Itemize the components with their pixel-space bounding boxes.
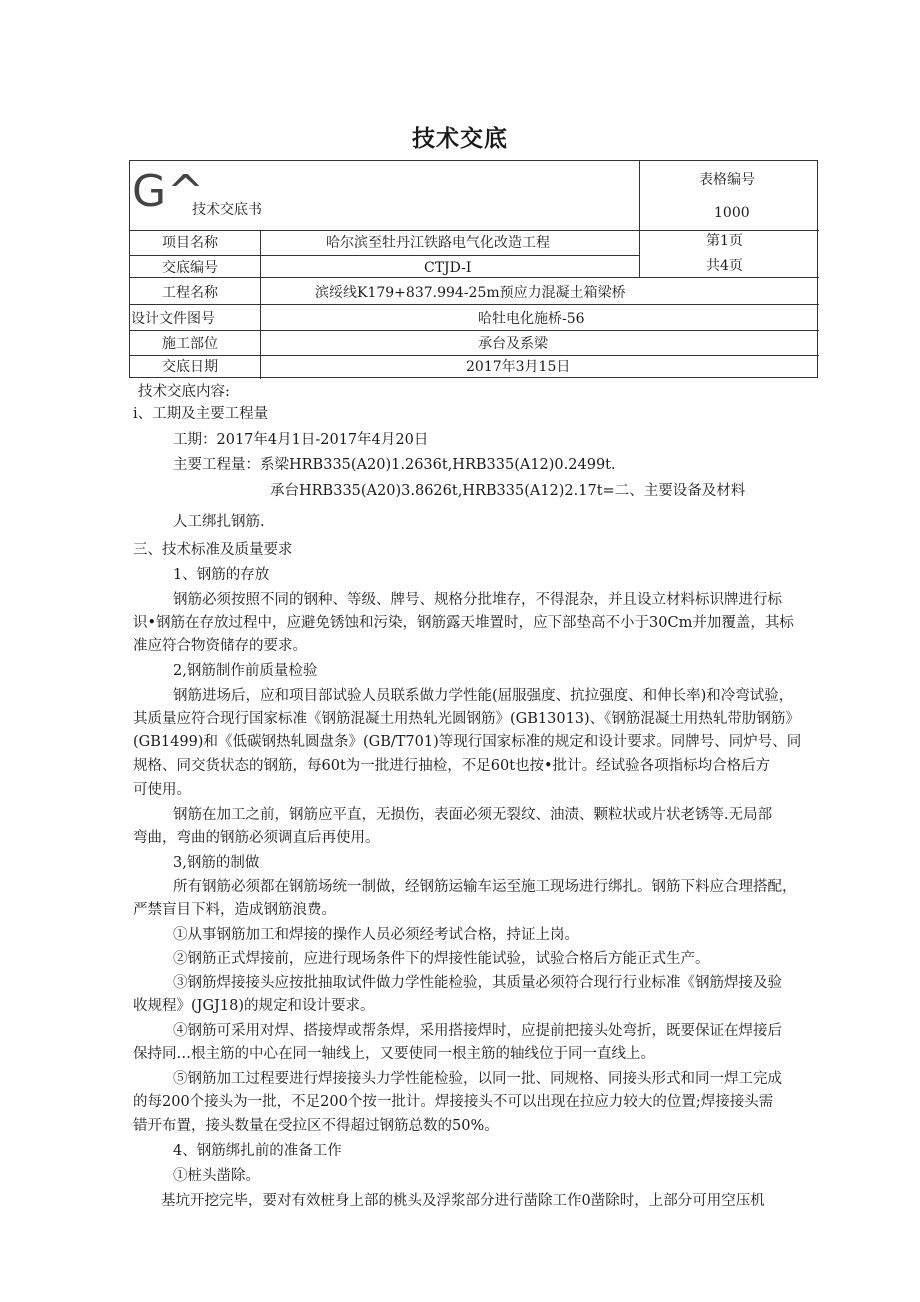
paragraph-line: 钢筋进场后，应和项目部试验人员联系做力学性能(屈服强度、抗拉强度、和伸长率)和冷弯试验， [173, 688, 794, 704]
value-disclosure-date: 2017年3月15日 [466, 359, 571, 375]
paragraph-line: 错开布置，接头数量在受拉区不得超过钢筋总数的50%。 [133, 1118, 499, 1134]
paragraph-line: ③钢筋焊接接头应按批抽取试件做力学性能检验，其质量必须符合现行行业标准《钢筋焊接及验 [173, 975, 782, 991]
label-design-drawing: 设计文件图号 [131, 311, 215, 327]
paragraph-line: ⑤钢筋加工过程要进行焊接接头力学性能检验，以同一批、同规格、同接头形式和同一焊工完成 [173, 1071, 782, 1087]
book-label: 技术交底书 [192, 202, 262, 218]
paragraph-line: 钢筋在加工之前，钢筋应平直，无损伤，表面必须无裂纹、油渍、颗粒状或片状老锈等.无局部 [173, 807, 773, 823]
label-work-name: 工程名称 [162, 285, 218, 301]
label-construction-site: 施工部位 [162, 336, 218, 352]
content-heading: 技术交底内容: [138, 384, 230, 400]
paragraph-line: 保持同…根主筋的中心在同一轴线上，又要使同一根主筋的轴线位于同一直线上。 [133, 1046, 655, 1062]
paragraph-line: 识•钢筋在存放过程中，应避免锈蚀和污染，钢筋露天堆置时，应下部垫高不小于30Cm并加覆盖，其标 [133, 615, 794, 631]
value-construction-site: 承台及系梁 [478, 336, 548, 352]
paragraph-line: 严禁盲目下料，造成钢筋浪费。 [133, 902, 336, 918]
label-disclosure-date: 交底日期 [162, 359, 218, 375]
value-work-name: 滨绥线K179+837.994-25m预应力混凝土箱梁桥 [315, 285, 626, 301]
paragraph-line: ①桩头凿除。 [173, 1168, 260, 1184]
page-title: 技术交底 [412, 126, 508, 152]
paragraph-line: (GB1499)和《低碳钢热轧圆盘条》(GB/T701)等现行国家标准的规定和设计要求。同牌号、同炉号、同 [133, 734, 802, 750]
form-no-label: 表格编号 [699, 172, 755, 188]
paragraph-line: 承台HRB335(A20)3.8626t,HRB335(A12)2.17t=二、主要设备及材料 [270, 483, 746, 499]
paragraph-line: 收规程》(JGJ18)的规定和设计要求。 [133, 998, 375, 1014]
page-total: 共4页 [706, 258, 743, 274]
value-project-name: 哈尔滨至牡丹江铁路电气化改造工程 [326, 235, 550, 251]
paragraph-line: 的每200个接头为一批，不足200个按一批计。焊接接头不可以出现在拉应力较大的位置;焊接接头需 [133, 1094, 774, 1110]
value-disclosure-no: CTJD-I [424, 260, 472, 276]
paragraph-line: 弯曲，弯曲的钢筋必须调直后再使用。 [133, 830, 380, 846]
header-table [129, 160, 818, 378]
paragraph-line: 工期：2017年4月1日-2017年4月20日 [173, 432, 429, 448]
paragraph-line: 所有钢筋必须都在钢筋场统一制做，经钢筋运输车运至施工现场进行绑扎。钢筋下料应合理搭配， [173, 879, 797, 895]
paragraph-line: 人工绑扎钢筋. [173, 514, 265, 530]
paragraph-line: 可使用。 [133, 782, 191, 798]
paragraph-line: ①从事钢筋加工和焊接的操作人员必须经考试合格，持证上岗。 [173, 927, 579, 943]
paragraph-line: 钢筋必须按照不同的钢种、等级、牌号、规格分批堆存，不得混杂，并且设立材料标识牌进行标 [173, 592, 782, 608]
paragraph-line: 基坑开挖完毕，要对有效桩身上部的桃头及浮浆部分进行凿除工作0凿除时，上部分可用空压机 [161, 1193, 765, 1209]
label-disclosure-no: 交底编号 [162, 260, 218, 276]
form-no-value: 1000 [714, 205, 750, 221]
paragraph-line: 准应符合物资储存的要求。 [133, 638, 307, 654]
subsection-heading: 4、钢筋绑扎前的准备工作 [173, 1143, 342, 1159]
subsection-heading: 2,钢筋制作前质量检验 [173, 663, 318, 679]
subsection-heading: 3,钢筋的制做 [173, 855, 260, 871]
subsection-heading: 1、钢筋的存放 [173, 567, 270, 583]
paragraph-line: 其质量应符合现行国家标准《钢筋混凝土用热轧光圆钢筋》(GB13013)、《钢筋混凝土用热轧带肋钢筋》 [133, 711, 800, 727]
value-design-drawing: 哈牡电化施桥-56 [478, 311, 585, 327]
label-project-name: 项目名称 [162, 235, 218, 251]
section-heading: i、工期及主要工程量 [133, 406, 269, 422]
section-heading: 三、技术标准及质量要求 [133, 542, 293, 558]
paragraph-line: ④钢筋可采用对焊、搭接焊或帮条焊，采用搭接焊时，应提前把接头处弯折，既要保证在焊接后 [173, 1023, 782, 1039]
logo-text: G^ [132, 166, 205, 217]
page-current: 第1页 [706, 233, 743, 249]
paragraph-line: 规格、同交货状态的钢筋，每60t为一批进行抽检，不足60t也按•批计。经试验各项指标均合格后方 [133, 758, 771, 774]
paragraph-line: ②钢筋正式焊接前，应进行现场条件下的焊接性能试验，试验合格后方能正式生产。 [173, 951, 710, 967]
paragraph-line: 主要工程量：系梁HRB335(A20)1.2636t,HRB335(A12)0.2499t. [173, 457, 616, 473]
